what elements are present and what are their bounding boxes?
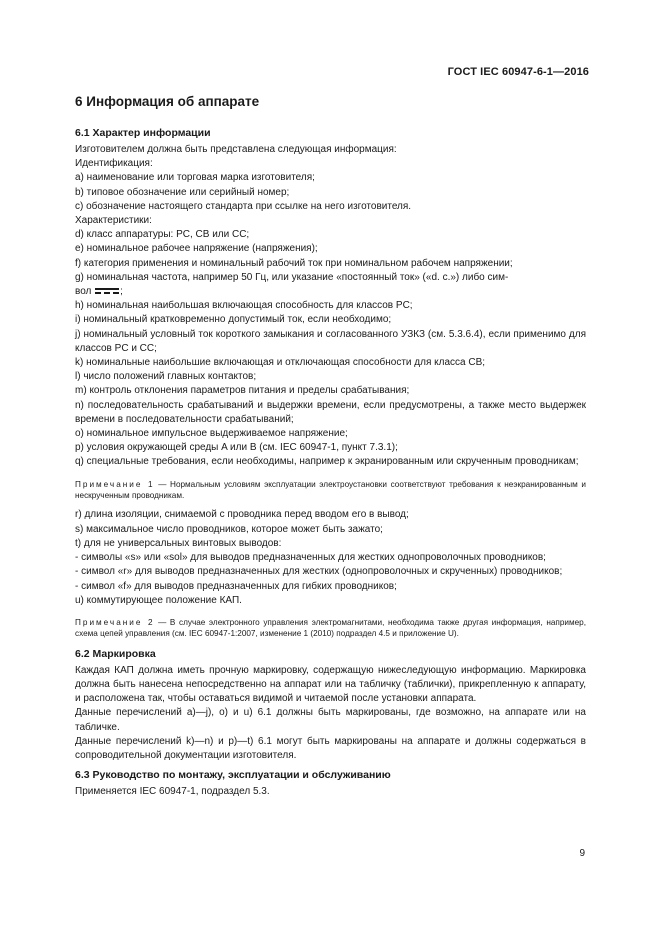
list-item-n: n) последовательность срабатываний и выдержки времени, если предусмотрены, а также место выдержек времени в последовательности срабатываний;	[75, 399, 586, 425]
section-title: 6 Информация об аппарате	[75, 94, 260, 109]
list-item-q: q) специальные требования, если необходимы, например к экранированным или скрученным проводникам;	[75, 456, 579, 468]
list-item-e: e) номинальное рабочее напряжение (напряжения);	[75, 243, 318, 255]
note-2-text: — В случае электронного управления электромагнитами, необходима также другая информация, например, схема цепей управления (см. IEC 60947-1:2007, изменение 1 (2010) подраздел 4.5 и приложение U).	[75, 617, 587, 639]
list-item-s: s) максимальное число проводников, которое может быть зажато;	[75, 523, 383, 535]
marking-paragraph-1: Каждая КАП должна иметь прочную маркировку, содержащую нижеследующую информацию. Маркировка должна быть нанесена непосредственно на аппарат или на табличку (таблички), прикрепленную к аппарату, и расположена так, чтобы оставаться видимой и читаемой после установки аппарата.	[75, 664, 586, 705]
list-item-h: h) номинальная наибольшая включающая способность для классов PC;	[75, 300, 413, 312]
list-item-t2: - символ «r» для выводов предназначенных для жестких (однопроволочных и скрученных) проводников;	[75, 566, 563, 578]
list-item-j: j) номинальный условный ток короткого замыкания и согласованного УЗКЗ (см. 5.3.6.4), если применимо для классов PC и CC;	[75, 328, 586, 354]
list-item-g-start: g) номинальная частота, например 50 Гц, или указание «постоянный ток» («d. c.») либо сим-	[75, 271, 509, 283]
subsection-6-3-title: 6.3 Руководство по монтажу, эксплуатации и обслуживанию	[75, 769, 391, 782]
list-item-g-end: ;	[120, 286, 123, 298]
list-item-k: k) номинальные наибольшие включающая и отключающая способности для класса CB;	[75, 357, 486, 369]
standard-header: ГОСТ IEC 60947-6-1—2016	[447, 66, 589, 78]
marking-paragraph-2: Данные перечислений a)—j), o) и u) 6.1 должны быть маркированы, где возможно, на аппарате или на табличке.	[75, 707, 586, 733]
list-item-f: f) категория применения и номинальный рабочий ток при номинальном рабочем напряжении;	[75, 257, 513, 269]
page-number: 9	[579, 848, 585, 859]
note-1-text: — Нормальным условиям эксплуатации электроустановки соответствуют требования к неэкранированным и нескрученным проводникам.	[75, 479, 587, 501]
list-item-r: r) длина изоляции, снимаемой с проводника перед вводом его в вывод;	[75, 509, 409, 521]
note-1-label: Примечание 1	[75, 479, 155, 489]
char-label: Характеристики:	[75, 215, 152, 227]
note-2	[75, 617, 586, 640]
list-item-o: o) номинальное импульсное выдерживаемое напряжение;	[75, 428, 348, 440]
list-item-a: a) наименование или торговая марка изготовителя;	[75, 172, 315, 184]
list-item-u: u) коммутирующее положение КАП.	[75, 594, 242, 606]
note-2-label: Примечание 2	[75, 617, 155, 627]
ident-label: Идентификация:	[75, 158, 153, 170]
list-item-g-word: вол	[75, 286, 92, 298]
list-item-d: d) класс аппаратуры: PC, CB или CC;	[75, 229, 250, 241]
marking-paragraph-3: Данные перечислений k)—n) и p)—t) 6.1 могут быть маркированы на аппарате и должны содержаться в сопроводительной документации изготовителя.	[75, 735, 586, 761]
list-item-m: m) контроль отклонения параметров питания и пределы срабатывания;	[75, 385, 410, 397]
list-item-g-cont	[75, 285, 586, 299]
intro-text: Изготовителем должна быть представлена следующая информация:	[75, 144, 397, 155]
list-item-t3: - символ «f» для выводов предназначенных для гибких проводников;	[75, 580, 397, 592]
list-item-c: c) обозначение настоящего стандарта при ссылке на него изготовителя.	[75, 200, 412, 212]
list-item-t: t) для не универсальных винтовых выводов:	[75, 537, 282, 549]
list-item-i: i) номинальный кратковременно допустимый ток, если необходимо;	[75, 314, 392, 326]
manual-paragraph: Применяется IEC 60947-1, подраздел 5.3.	[75, 786, 270, 798]
list-item-t1: - символы «s» или «sol» для выводов предназначенных для жестких однопроволочных проводников;	[75, 552, 546, 564]
subsection-6-1-title: 6.1 Характер информации	[75, 127, 211, 139]
note-1	[75, 479, 586, 502]
page-content	[75, 94, 586, 799]
list-item-b: b) типовое обозначение или серийный номер;	[75, 186, 290, 198]
list-item-l: l) число положений главных контактов;	[75, 371, 257, 383]
list-item-g	[75, 271, 586, 285]
direct-current-symbol-icon	[95, 287, 119, 295]
list-item-p: p) условия окружающей среды A или B (см. IEC 60947-1, пункт 7.3.1);	[75, 442, 398, 454]
subsection-6-2-title: 6.2 Маркировка	[75, 647, 156, 660]
